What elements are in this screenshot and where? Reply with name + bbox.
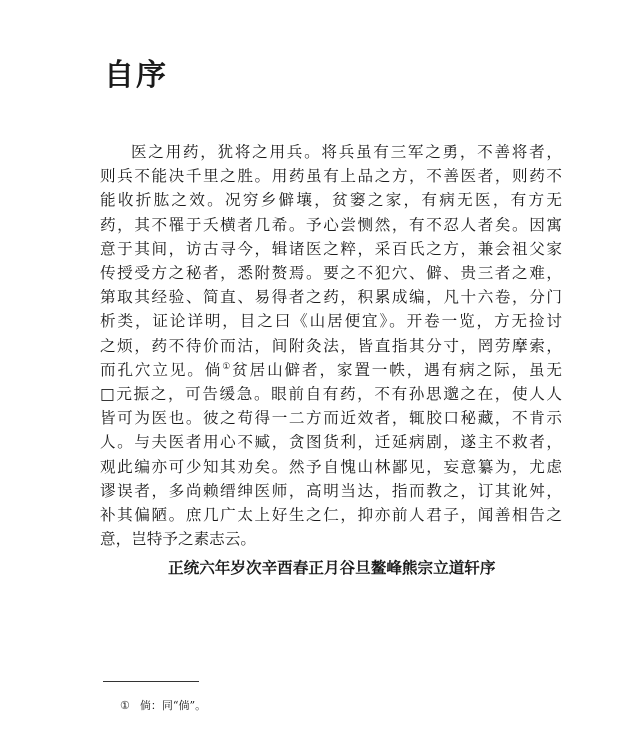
footnote-text: 倘：同“倘”。: [139, 699, 207, 712]
body-line-segment: 而孔穴立见。: [100, 360, 205, 379]
body-line: 观此编亦可少知其劝矣。然予自愧山林鄙见，妄意纂为，尤虑: [100, 457, 562, 476]
page-title: 自序: [104, 58, 168, 93]
body-line: 医之用药，犹将之用兵。将兵虽有三军之勇，不善将者，: [131, 143, 562, 161]
body-line: 人。与夫医者用心不臧，贪图货利，迁延病剧，遂主不救者，: [100, 433, 562, 452]
footnote-reference[interactable]: ①: [222, 361, 233, 372]
footnote-mark: ①: [120, 699, 130, 712]
body-line: 则兵不能决千里之胜。用药虽有上品之方，不善医者，则药不: [100, 167, 562, 186]
body-line-with-footnote: [100, 358, 562, 382]
footnote-divider: [103, 681, 199, 682]
footnote: [120, 697, 206, 713]
preface-body: [100, 140, 562, 551]
body-line: 皆可为医也。彼之苟得一二方而近效者，辄胶口秘藏，不肯示: [100, 409, 562, 428]
body-line: 能收折肱之效。况穷乡僻壤，贫窭之家，有病无医，有方无: [100, 191, 562, 210]
body-line: □元振之，可告缓急。眼前自有药，不有孙思邈之在，使人人: [100, 385, 562, 404]
body-line: 意，岂特予之素志云。: [100, 530, 256, 549]
body-line: 析类，证论详明，目之曰《山居便宜》。开卷一览，方无捡讨: [100, 312, 562, 331]
body-line: 谬误者，多尚赖缙绅医师，高明当达，指而教之，订其讹舛，: [100, 481, 562, 500]
body-line: 第取其经验、简直、易得者之药，积累成编，凡十六卷，分门: [100, 288, 562, 307]
footnote-anchor-word: 倘: [204, 360, 223, 379]
signature-line: 正统六年岁次辛酉春正月谷旦鳌峰熊宗立道轩序: [168, 559, 496, 577]
body-line: 补其偏陋。庶几广太上好生之仁，抑亦前人君子，闻善相告之: [100, 506, 562, 525]
body-line: 意于其间，访古寻今，辑诸医之粹，采百氏之方，兼会祖父家: [100, 239, 562, 258]
body-line: 之烦，药不待价而沽，间附灸法，皆直指其分寸，罔劳摩索，: [100, 336, 562, 355]
body-line-segment: 贫居山僻者，家置一帙，遇有病之际，虽无: [232, 360, 562, 379]
body-line: 传授受方之秘者，悉附赘焉。要之不犯穴、僻、贵三者之难，: [100, 264, 562, 283]
body-line: 药，其不罹于夭横者几希。予心尝恻然，有不忍人者矣。因寓: [100, 215, 562, 234]
